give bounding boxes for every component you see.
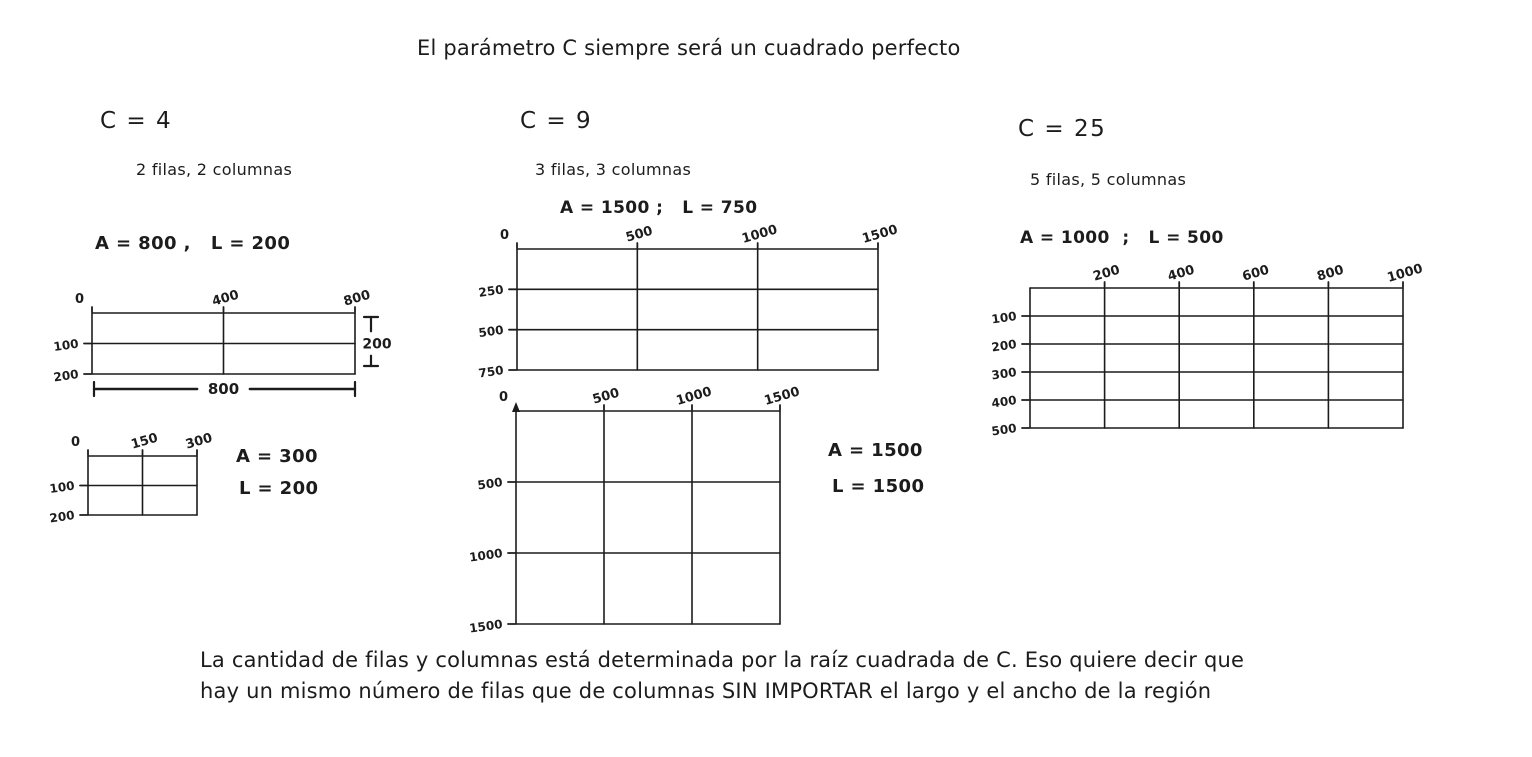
svg-text:0: 0 — [498, 390, 508, 405]
c9-bottom-grid — [468, 384, 802, 636]
svg-text:100: 100 — [990, 309, 1018, 327]
svg-text:1500: 1500 — [468, 617, 504, 636]
svg-text:800: 800 — [341, 287, 373, 310]
svg-text:1500: 1500 — [762, 384, 802, 409]
svg-text:400: 400 — [990, 393, 1018, 411]
svg-text:600: 600 — [1240, 262, 1271, 285]
c9-bottom-grid-area-label: A = 1500 — [828, 440, 923, 461]
svg-text:0: 0 — [499, 228, 509, 243]
svg-text:250: 250 — [477, 282, 505, 300]
c25-grid — [990, 261, 1425, 439]
svg-text:0: 0 — [74, 292, 84, 307]
footer-explanation-line2: hay un mismo número de filas que de columnas SIN IMPORTAR el largo y el ancho de la región — [200, 679, 1212, 703]
svg-text:1000: 1000 — [1385, 261, 1425, 286]
svg-text:200: 200 — [1091, 262, 1122, 285]
c25-heading: C = 25 — [1018, 116, 1107, 142]
c4-small-grid-length-label: L = 200 — [239, 478, 319, 499]
svg-text:300: 300 — [990, 365, 1018, 383]
svg-text:150: 150 — [129, 430, 160, 453]
svg-text:400: 400 — [210, 287, 241, 310]
c4-small-grid — [48, 430, 215, 526]
c4-subheading: 2 filas, 2 columnas — [136, 160, 293, 179]
svg-text:200: 200 — [48, 508, 76, 526]
svg-text:300: 300 — [183, 430, 215, 453]
svg-text:400: 400 — [1166, 262, 1197, 285]
c25-subheading: 5 filas, 5 columnas — [1030, 170, 1187, 189]
c9-top-grid — [477, 222, 900, 381]
svg-text:750: 750 — [477, 363, 505, 381]
c9-dims-label: A = 1500 ; L = 750 — [560, 198, 758, 218]
svg-text:800: 800 — [1315, 262, 1346, 285]
c9-subheading: 3 filas, 3 columnas — [535, 160, 692, 179]
svg-text:200: 200 — [52, 367, 80, 385]
svg-text:1000: 1000 — [674, 384, 714, 409]
svg-text:1500: 1500 — [860, 222, 900, 247]
svg-text:500: 500 — [590, 385, 622, 408]
c4-small-grid-area-label: A = 300 — [236, 446, 318, 467]
svg-text:200: 200 — [990, 337, 1018, 355]
svg-text:100: 100 — [48, 478, 76, 496]
svg-text:200: 200 — [362, 336, 392, 353]
c4-heading: C = 4 — [100, 108, 173, 134]
page-title: El parámetro C siempre será un cuadrado perfecto — [417, 36, 961, 60]
svg-text:500: 500 — [990, 421, 1018, 439]
svg-text:500: 500 — [477, 322, 505, 341]
svg-text:100: 100 — [52, 336, 80, 354]
c4-dims-label: A = 800 , L = 200 — [95, 233, 291, 254]
svg-text:1000: 1000 — [468, 546, 504, 565]
svg-text:500: 500 — [476, 475, 504, 493]
c9-bottom-grid-length-label: L = 1500 — [832, 476, 925, 497]
footer-explanation-line1: La cantidad de filas y columnas está determinada por la raíz cuadrada de C. Eso quiere decir que — [200, 648, 1245, 672]
c4-main-grid — [52, 287, 392, 398]
svg-text:1000: 1000 — [740, 222, 780, 247]
c9-heading: C = 9 — [520, 108, 593, 134]
svg-text:800: 800 — [207, 380, 240, 398]
svg-text:500: 500 — [624, 223, 655, 246]
svg-text:0: 0 — [70, 435, 80, 450]
c25-dims-label: A = 1000 ; L = 500 — [1020, 228, 1224, 248]
